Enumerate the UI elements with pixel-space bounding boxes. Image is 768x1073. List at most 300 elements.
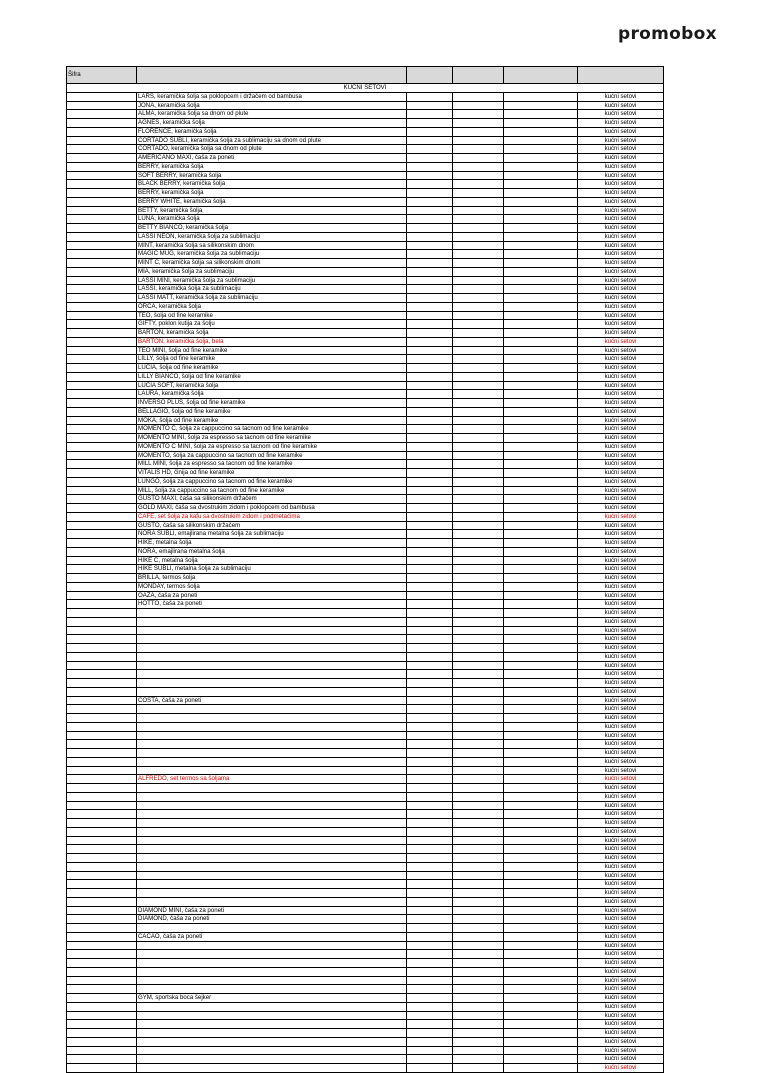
cell-sifra xyxy=(67,889,137,898)
table-row xyxy=(67,696,664,705)
cell-col4 xyxy=(453,1037,504,1046)
cell-col3 xyxy=(407,119,453,128)
cell-naziv: LUCIA SOFT, keramička šolja xyxy=(137,381,407,390)
cell-kategorija: kućni setovi xyxy=(578,451,664,460)
cell-col5 xyxy=(504,1029,578,1038)
cell-col5 xyxy=(504,959,578,968)
cell-naziv: BELLAGIO, šolja od fine keramike xyxy=(137,407,407,416)
cell-naziv xyxy=(137,801,407,810)
cell-sifra xyxy=(67,810,137,819)
cell-col3 xyxy=(407,267,453,276)
cell-col4 xyxy=(453,1020,504,1029)
cell-sifra xyxy=(67,206,137,215)
table-row xyxy=(67,285,664,294)
cell-naziv: BARTON, keramička šolja, bela xyxy=(137,337,407,346)
cell-naziv: MOMENTO C MINI, šolja za espresso sa tacnom od fine keramike xyxy=(137,442,407,451)
cell-col4 xyxy=(453,1002,504,1011)
cell-col4 xyxy=(453,635,504,644)
table-row xyxy=(67,530,664,539)
cell-col5 xyxy=(504,845,578,854)
cell-col4 xyxy=(453,241,504,250)
table-row xyxy=(67,967,664,976)
cell-kategorija: kućni setovi xyxy=(578,92,664,101)
cell-kategorija: kućni setovi xyxy=(578,241,664,250)
cell-col3 xyxy=(407,705,453,714)
cell-kategorija: kućni setovi xyxy=(578,722,664,731)
cell-col4 xyxy=(453,617,504,626)
cell-sifra xyxy=(67,871,137,880)
cell-col4 xyxy=(453,145,504,154)
cell-col4 xyxy=(453,206,504,215)
cell-col4 xyxy=(453,110,504,119)
cell-col3 xyxy=(407,696,453,705)
cell-col5 xyxy=(504,626,578,635)
cell-naziv: TEO MINI, šolja od fine keramike xyxy=(137,346,407,355)
cell-sifra xyxy=(67,250,137,259)
cell-kategorija: kućni setovi xyxy=(578,145,664,154)
column-header-kategorija xyxy=(578,67,664,84)
cell-col3 xyxy=(407,740,453,749)
cell-col5 xyxy=(504,889,578,898)
cell-kategorija: kućni setovi xyxy=(578,1046,664,1055)
cell-naziv xyxy=(137,722,407,731)
cell-col3 xyxy=(407,985,453,994)
cell-col5 xyxy=(504,512,578,521)
cell-col3 xyxy=(407,486,453,495)
cell-sifra xyxy=(67,827,137,836)
cell-sifra xyxy=(67,521,137,530)
cell-kategorija: kućni setovi xyxy=(578,486,664,495)
table-row xyxy=(67,1020,664,1029)
price-list-table xyxy=(66,66,664,1073)
cell-col5 xyxy=(504,775,578,784)
cell-naziv xyxy=(137,740,407,749)
cell-naziv: MAGIC MUG, keramička šolja za sublimaciju xyxy=(137,250,407,259)
cell-sifra xyxy=(67,101,137,110)
table-row xyxy=(67,302,664,311)
cell-sifra xyxy=(67,679,137,688)
cell-col4 xyxy=(453,451,504,460)
cell-col4 xyxy=(453,127,504,136)
cell-kategorija: kućni setovi xyxy=(578,775,664,784)
table-row xyxy=(67,854,664,863)
cell-col3 xyxy=(407,652,453,661)
cell-naziv xyxy=(137,784,407,793)
cell-col3 xyxy=(407,722,453,731)
cell-col4 xyxy=(453,679,504,688)
cell-kategorija: kućni setovi xyxy=(578,1064,664,1073)
cell-kategorija: kućni setovi xyxy=(578,862,664,871)
table-row xyxy=(67,504,664,513)
table-row xyxy=(67,197,664,206)
cell-kategorija: kućni setovi xyxy=(578,302,664,311)
cell-col3 xyxy=(407,311,453,320)
cell-sifra xyxy=(67,661,137,670)
cell-col3 xyxy=(407,320,453,329)
brand-logo: promobox xyxy=(618,24,717,44)
cell-col4 xyxy=(453,486,504,495)
cell-col4 xyxy=(453,1055,504,1064)
cell-naziv: HIKE C, metalna šolja xyxy=(137,556,407,565)
cell-col3 xyxy=(407,495,453,504)
cell-col4 xyxy=(453,329,504,338)
cell-col3 xyxy=(407,880,453,889)
cell-col3 xyxy=(407,145,453,154)
cell-kategorija: kućni setovi xyxy=(578,390,664,399)
cell-naziv xyxy=(137,1037,407,1046)
cell-col5 xyxy=(504,136,578,145)
cell-col3 xyxy=(407,959,453,968)
cell-col3 xyxy=(407,749,453,758)
cell-col3 xyxy=(407,224,453,233)
header-row xyxy=(67,67,664,84)
cell-col4 xyxy=(453,766,504,775)
cell-col4 xyxy=(453,985,504,994)
cell-col3 xyxy=(407,1064,453,1073)
cell-sifra xyxy=(67,932,137,941)
cell-col4 xyxy=(453,941,504,950)
cell-kategorija: kućni setovi xyxy=(578,950,664,959)
cell-naziv xyxy=(137,766,407,775)
cell-col3 xyxy=(407,679,453,688)
cell-naziv: BERRY, keramička šolja xyxy=(137,189,407,198)
table-row xyxy=(67,215,664,224)
cell-naziv xyxy=(137,626,407,635)
cell-naziv xyxy=(137,749,407,758)
cell-sifra xyxy=(67,749,137,758)
cell-col3 xyxy=(407,967,453,976)
cell-col5 xyxy=(504,1011,578,1020)
cell-naziv: LASSI, keramička šolja za sublimaciju xyxy=(137,285,407,294)
cell-col5 xyxy=(504,232,578,241)
table-row xyxy=(67,259,664,268)
cell-naziv: MOMENTO C, šolja za cappuccino sa tacnom od fine keramike xyxy=(137,425,407,434)
cell-kategorija: kućni setovi xyxy=(578,600,664,609)
cell-col3 xyxy=(407,285,453,294)
cell-col4 xyxy=(453,224,504,233)
cell-sifra xyxy=(67,512,137,521)
cell-col5 xyxy=(504,127,578,136)
cell-kategorija: kućni setovi xyxy=(578,670,664,679)
cell-col5 xyxy=(504,302,578,311)
cell-naziv xyxy=(137,1011,407,1020)
cell-sifra xyxy=(67,1029,137,1038)
cell-col5 xyxy=(504,530,578,539)
cell-naziv xyxy=(137,819,407,828)
cell-col3 xyxy=(407,897,453,906)
table-row xyxy=(67,950,664,959)
cell-col5 xyxy=(504,915,578,924)
cell-col5 xyxy=(504,250,578,259)
cell-col3 xyxy=(407,469,453,478)
cell-col5 xyxy=(504,399,578,408)
cell-col4 xyxy=(453,644,504,653)
cell-col4 xyxy=(453,250,504,259)
table-row xyxy=(67,469,664,478)
cell-kategorija: kućni setovi xyxy=(578,705,664,714)
cell-naziv: MOMENTO, šolja za cappuccino sa tacnom od fine keramike xyxy=(137,451,407,460)
cell-col3 xyxy=(407,801,453,810)
table-row xyxy=(67,346,664,355)
cell-kategorija: kućni setovi xyxy=(578,399,664,408)
cell-kategorija: kućni setovi xyxy=(578,1055,664,1064)
cell-naziv: MOKA, šolja od fine keramike xyxy=(137,416,407,425)
table-row xyxy=(67,224,664,233)
cell-col3 xyxy=(407,600,453,609)
cell-col4 xyxy=(453,810,504,819)
cell-naziv: MOMENTO MINI, šolja za espresso sa tacnom od fine keramike xyxy=(137,434,407,443)
cell-kategorija: kućni setovi xyxy=(578,906,664,915)
cell-col5 xyxy=(504,810,578,819)
table-row xyxy=(67,337,664,346)
table-row xyxy=(67,276,664,285)
cell-col5 xyxy=(504,259,578,268)
cell-col4 xyxy=(453,390,504,399)
table-row xyxy=(67,1055,664,1064)
cell-col3 xyxy=(407,171,453,180)
cell-naziv xyxy=(137,687,407,696)
cell-naziv: CORTADO, keramička šolja sa dnom od plute xyxy=(137,145,407,154)
cell-sifra xyxy=(67,224,137,233)
cell-naziv xyxy=(137,1002,407,1011)
cell-sifra xyxy=(67,171,137,180)
cell-col3 xyxy=(407,1046,453,1055)
cell-col4 xyxy=(453,539,504,548)
cell-sifra xyxy=(67,232,137,241)
table-row xyxy=(67,1064,664,1073)
table-row xyxy=(67,145,664,154)
cell-col5 xyxy=(504,154,578,163)
cell-col4 xyxy=(453,652,504,661)
cell-col3 xyxy=(407,547,453,556)
table-row xyxy=(67,959,664,968)
cell-naziv xyxy=(137,731,407,740)
cell-col4 xyxy=(453,714,504,723)
cell-col4 xyxy=(453,994,504,1003)
cell-kategorija: kućni setovi xyxy=(578,924,664,933)
cell-col3 xyxy=(407,355,453,364)
cell-col4 xyxy=(453,897,504,906)
cell-sifra xyxy=(67,154,137,163)
table-row xyxy=(67,941,664,950)
cell-kategorija: kućni setovi xyxy=(578,556,664,565)
table-row xyxy=(67,924,664,933)
cell-kategorija: kućni setovi xyxy=(578,661,664,670)
cell-col5 xyxy=(504,267,578,276)
cell-col3 xyxy=(407,635,453,644)
cell-sifra xyxy=(67,267,137,276)
cell-col5 xyxy=(504,906,578,915)
cell-naziv: LASSI MATT, keramička šolja za sublimaciju xyxy=(137,294,407,303)
cell-kategorija: kućni setovi xyxy=(578,250,664,259)
cell-kategorija: kućni setovi xyxy=(578,232,664,241)
cell-col3 xyxy=(407,390,453,399)
cell-naziv: LILLY, šolja od fine keramike xyxy=(137,355,407,364)
table-row xyxy=(67,154,664,163)
table-row xyxy=(67,311,664,320)
cell-col3 xyxy=(407,451,453,460)
cell-naziv: CORTADO SUBLI, keramička šolja za sublimaciju sa dnom od plute xyxy=(137,136,407,145)
cell-sifra xyxy=(67,276,137,285)
cell-col3 xyxy=(407,757,453,766)
cell-kategorija: kućni setovi xyxy=(578,530,664,539)
cell-col3 xyxy=(407,162,453,171)
cell-col5 xyxy=(504,600,578,609)
cell-naziv: BETTY BIANCO, keramička šolja xyxy=(137,224,407,233)
cell-sifra xyxy=(67,337,137,346)
table-row xyxy=(67,906,664,915)
cell-col5 xyxy=(504,119,578,128)
table-row xyxy=(67,206,664,215)
cell-kategorija: kućni setovi xyxy=(578,617,664,626)
cell-col3 xyxy=(407,766,453,775)
table-row xyxy=(67,845,664,854)
table-row xyxy=(67,635,664,644)
cell-sifra xyxy=(67,189,137,198)
cell-col5 xyxy=(504,495,578,504)
cell-naziv: COSTA, čaša za poneti xyxy=(137,696,407,705)
cell-sifra xyxy=(67,92,137,101)
cell-naziv: ALMA, keramička šolja sa dnom od plute xyxy=(137,110,407,119)
cell-col4 xyxy=(453,180,504,189)
cell-sifra xyxy=(67,1020,137,1029)
cell-kategorija: kućni setovi xyxy=(578,416,664,425)
cell-naziv xyxy=(137,635,407,644)
cell-naziv: LASSI MINI, keramička šolja za sublimaciju xyxy=(137,276,407,285)
cell-naziv: BETTY, keramička šolja xyxy=(137,206,407,215)
cell-col4 xyxy=(453,434,504,443)
cell-col4 xyxy=(453,425,504,434)
cell-naziv: GUSTO, čaša sa silikonskim držačem xyxy=(137,521,407,530)
cell-sifra xyxy=(67,504,137,513)
cell-col5 xyxy=(504,687,578,696)
cell-naziv: LUCIA, šolja od fine keramike xyxy=(137,364,407,373)
table-row xyxy=(67,381,664,390)
cell-sifra xyxy=(67,355,137,364)
cell-naziv: HIKE SUBLI, metalna šolja za sublimaciju xyxy=(137,565,407,574)
cell-sifra xyxy=(67,897,137,906)
cell-kategorija: kućni setovi xyxy=(578,504,664,513)
cell-kategorija: kućni setovi xyxy=(578,180,664,189)
cell-kategorija: kućni setovi xyxy=(578,434,664,443)
cell-col4 xyxy=(453,565,504,574)
cell-naziv xyxy=(137,617,407,626)
cell-col5 xyxy=(504,189,578,198)
cell-col5 xyxy=(504,320,578,329)
cell-col5 xyxy=(504,574,578,583)
cell-kategorija: kućni setovi xyxy=(578,766,664,775)
cell-col5 xyxy=(504,162,578,171)
cell-col3 xyxy=(407,862,453,871)
cell-naziv xyxy=(137,924,407,933)
cell-col3 xyxy=(407,329,453,338)
cell-col5 xyxy=(504,434,578,443)
cell-col4 xyxy=(453,259,504,268)
cell-col5 xyxy=(504,836,578,845)
cell-col4 xyxy=(453,154,504,163)
cell-kategorija: kućni setovi xyxy=(578,171,664,180)
cell-col4 xyxy=(453,136,504,145)
cell-col5 xyxy=(504,381,578,390)
cell-naziv: INVERSO PLUS, šolja od fine keramike xyxy=(137,399,407,408)
cell-col3 xyxy=(407,591,453,600)
table-row xyxy=(67,101,664,110)
cell-kategorija: kućni setovi xyxy=(578,784,664,793)
cell-sifra xyxy=(67,854,137,863)
cell-kategorija: kućni setovi xyxy=(578,652,664,661)
table-row xyxy=(67,547,664,556)
cell-kategorija: kućni setovi xyxy=(578,1029,664,1038)
table-row xyxy=(67,862,664,871)
cell-col5 xyxy=(504,486,578,495)
table-row xyxy=(67,740,664,749)
column-header-sifra: Šifra xyxy=(67,67,137,84)
cell-col5 xyxy=(504,224,578,233)
cell-naziv: LAURA, keramička šolja xyxy=(137,390,407,399)
cell-kategorija: kućni setovi xyxy=(578,967,664,976)
cell-col5 xyxy=(504,416,578,425)
cell-sifra xyxy=(67,110,137,119)
cell-col4 xyxy=(453,819,504,828)
cell-kategorija: kućni setovi xyxy=(578,854,664,863)
cell-naziv xyxy=(137,941,407,950)
cell-col5 xyxy=(504,329,578,338)
table-row xyxy=(67,1037,664,1046)
table-row xyxy=(67,460,664,469)
table-row xyxy=(67,889,664,898)
cell-kategorija: kućni setovi xyxy=(578,731,664,740)
cell-sifra xyxy=(67,906,137,915)
cell-col3 xyxy=(407,372,453,381)
cell-kategorija: kućni setovi xyxy=(578,495,664,504)
table-row xyxy=(67,189,664,198)
cell-col5 xyxy=(504,171,578,180)
cell-col3 xyxy=(407,950,453,959)
table-row xyxy=(67,626,664,635)
cell-col5 xyxy=(504,661,578,670)
cell-col4 xyxy=(453,1046,504,1055)
table-row xyxy=(67,775,664,784)
cell-naziv xyxy=(137,950,407,959)
cell-sifra xyxy=(67,582,137,591)
cell-naziv: FLORENCE, keramička šolja xyxy=(137,127,407,136)
cell-col4 xyxy=(453,889,504,898)
cell-col4 xyxy=(453,670,504,679)
cell-kategorija: kućni setovi xyxy=(578,189,664,198)
cell-col5 xyxy=(504,1064,578,1073)
cell-col4 xyxy=(453,1064,504,1073)
table-row xyxy=(67,644,664,653)
table-row xyxy=(67,539,664,548)
cell-sifra xyxy=(67,985,137,994)
table-row xyxy=(67,556,664,565)
cell-col5 xyxy=(504,985,578,994)
cell-col4 xyxy=(453,871,504,880)
cell-naziv: HIKE, metalna šolja xyxy=(137,539,407,548)
cell-col3 xyxy=(407,565,453,574)
cell-col4 xyxy=(453,924,504,933)
cell-kategorija: kućni setovi xyxy=(578,687,664,696)
cell-col3 xyxy=(407,364,453,373)
table-row xyxy=(67,932,664,941)
cell-naziv xyxy=(137,880,407,889)
cell-naziv: GYM, sportska boca šejker xyxy=(137,994,407,1003)
cell-sifra xyxy=(67,136,137,145)
cell-col5 xyxy=(504,390,578,399)
table-row xyxy=(67,110,664,119)
cell-naziv: HOTTO, čaša za poneti xyxy=(137,600,407,609)
cell-kategorija: kućni setovi xyxy=(578,267,664,276)
